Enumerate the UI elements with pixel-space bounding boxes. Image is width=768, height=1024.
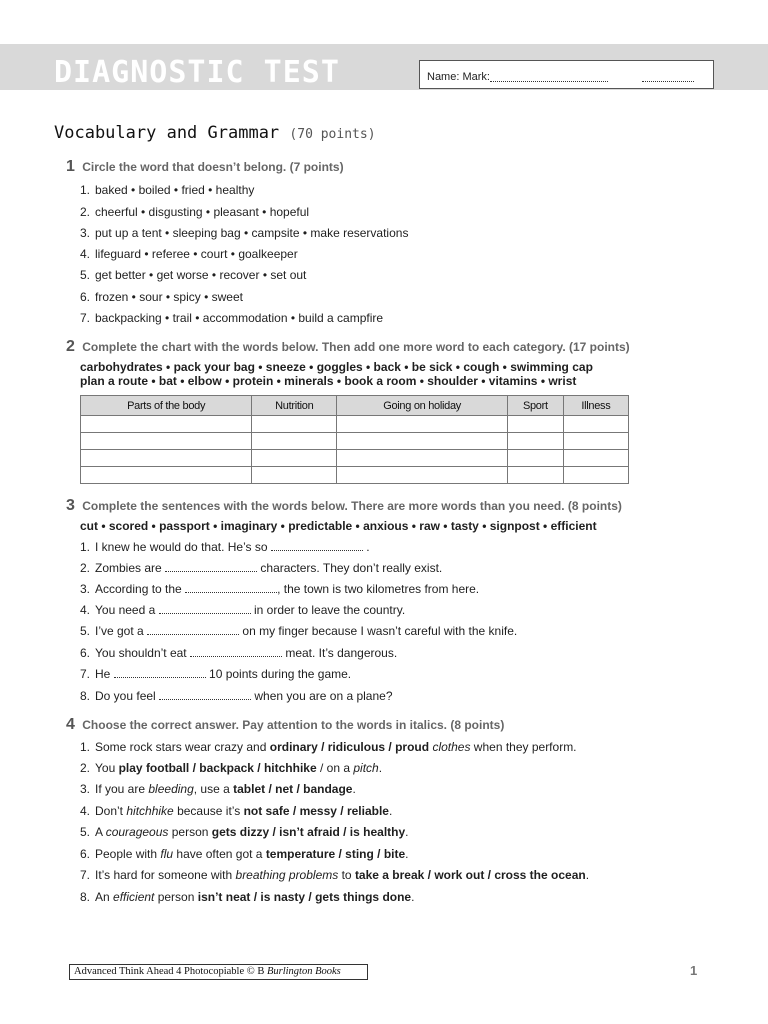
table-cell[interactable]	[337, 433, 508, 450]
table-cell[interactable]	[507, 433, 563, 450]
table-cell[interactable]	[81, 416, 252, 433]
list-item: 1. I knew he would do that. He’s so .	[80, 540, 370, 554]
answer-options[interactable]: tablet / net / bandage	[233, 782, 353, 796]
table-cell[interactable]	[337, 450, 508, 467]
table-row	[81, 433, 629, 450]
question-number: 4	[66, 716, 75, 733]
name-field[interactable]	[490, 81, 608, 82]
question-3-heading	[66, 497, 622, 515]
table-cell[interactable]	[81, 433, 252, 450]
list-item[interactable]: 1. baked • boiled • fried • healthy	[80, 183, 255, 197]
list-item[interactable]: 5. get better • get worse • recover • set out	[80, 268, 307, 282]
question-instruction: Complete the sentences with the words below. There are more words than you need. (8 points)	[82, 499, 622, 513]
table-cell[interactable]	[252, 467, 337, 484]
table-cell[interactable]	[507, 467, 563, 484]
list-item: 6. You shouldn’t eat meat. It’s dangerous.	[80, 646, 398, 660]
word-bank-line-2: plan a route • bat • elbow • protein • minerals • book a room • shoulder • vitamins • wrist	[80, 374, 577, 388]
answer-options[interactable]: play football / backpack / hitchhike	[118, 761, 317, 775]
answer-options[interactable]: gets dizzy / isn’t afraid / is healthy	[211, 825, 406, 839]
table-cell[interactable]	[563, 450, 628, 467]
table-cell[interactable]	[563, 433, 628, 450]
question-instruction: Complete the chart with the words below. Then add one more word to each category. (17 points)	[82, 340, 630, 354]
answer-blank[interactable]	[114, 668, 206, 678]
question-number: 1	[66, 158, 75, 175]
question-2-heading	[66, 338, 630, 356]
answer-options[interactable]: temperature / sting / bite	[265, 847, 406, 861]
list-item: 8. Do you feel when you are on a plane?	[80, 689, 393, 703]
category-chart	[80, 395, 629, 484]
list-item[interactable]: 7. backpacking • trail • accommodation • build a campfire	[80, 311, 384, 325]
list-item: 7. He 10 points during the game.	[80, 667, 352, 681]
question-number: 3	[66, 497, 75, 514]
list-item[interactable]: 7. It’s hard for someone with breathing problems to take a break / work out / cross the ocean.	[80, 868, 590, 882]
list-item: 4. You need a in order to leave the country.	[80, 603, 406, 617]
publisher-brand: Burlington Books	[266, 966, 341, 977]
list-item[interactable]: 5. A courageous person gets dizzy / isn’t afraid / is healthy.	[80, 825, 409, 839]
list-item[interactable]: 4. lifeguard • referee • court • goalkeeper	[80, 247, 298, 261]
answer-blank[interactable]	[165, 562, 257, 572]
document-title: DIAGNOSTIC TEST	[54, 55, 340, 90]
copyright-footer	[69, 964, 368, 980]
word-bank-line-1: carbohydrates • pack your bag • sneeze • goggles • back • be sick • cough • swimming cap	[80, 360, 593, 374]
name-mark-box[interactable]	[419, 60, 714, 89]
table-row	[81, 467, 629, 484]
table-cell[interactable]	[81, 450, 252, 467]
answer-options[interactable]: take a break / work out / cross the ocean	[354, 868, 586, 882]
section-points: (70 points)	[289, 127, 376, 142]
table-row	[81, 450, 629, 467]
list-item[interactable]: 3. put up a tent • sleeping bag • campsite • make reservations	[80, 226, 409, 240]
section-title: Vocabulary and Grammar (70 points)	[54, 123, 376, 143]
column-header: Sport	[507, 396, 563, 416]
answer-options[interactable]: isn’t neat / is nasty / gets things done	[197, 890, 412, 904]
answer-blank[interactable]	[159, 604, 251, 614]
column-header: Parts of the body	[81, 396, 252, 416]
table-cell[interactable]	[81, 467, 252, 484]
mark-label: Mark:	[462, 71, 490, 83]
list-item: 5. I’ve got a on my finger because I wasn’t careful with the knife.	[80, 624, 518, 638]
answer-options[interactable]: ordinary / ridiculous / proud	[269, 740, 430, 754]
table-cell[interactable]	[337, 416, 508, 433]
answer-blank[interactable]	[159, 690, 251, 700]
list-item: 3. According to the , the town is two kilometres from here.	[80, 582, 480, 596]
word-bank: cut • scored • passport • imaginary • predictable • anxious • raw • tasty • signpost • efficient	[80, 519, 597, 533]
table-cell[interactable]	[507, 416, 563, 433]
table-cell[interactable]	[252, 433, 337, 450]
table-cell[interactable]	[563, 467, 628, 484]
question-1-heading	[66, 158, 344, 176]
list-item[interactable]: 1. Some rock stars wear crazy and ordinary / ridiculous / proud clothes when they perform.	[80, 740, 577, 754]
list-item[interactable]: 4. Don’t hitchhike because it’s not safe / messy / reliable.	[80, 804, 393, 818]
answer-blank[interactable]	[271, 541, 363, 551]
list-item[interactable]: 2. You play football / backpack / hitchhike / on a pitch.	[80, 761, 383, 775]
question-number: 2	[66, 338, 75, 355]
column-header: Nutrition	[252, 396, 337, 416]
question-instruction: Circle the word that doesn’t belong. (7 points)	[82, 160, 344, 174]
list-item[interactable]: 3. If you are bleeding, use a tablet / net / bandage.	[80, 782, 356, 796]
question-4-heading	[66, 716, 504, 734]
page-number: 1	[690, 963, 698, 978]
table-cell[interactable]	[563, 416, 628, 433]
answer-blank[interactable]	[190, 647, 282, 657]
table-cell[interactable]	[337, 467, 508, 484]
table-cell[interactable]	[507, 450, 563, 467]
column-header: Going on holiday	[337, 396, 508, 416]
table-row	[81, 416, 629, 433]
answer-blank[interactable]	[185, 583, 277, 593]
column-header: Illness	[563, 396, 628, 416]
question-instruction: Choose the correct answer. Pay attention to the words in italics. (8 points)	[82, 718, 505, 732]
list-item[interactable]: 8. An efficient person isn’t neat / is nasty / gets things done.	[80, 890, 415, 904]
table-cell[interactable]	[252, 450, 337, 467]
copyright-text: Advanced Think Ahead 4 Photocopiable © B	[74, 966, 265, 977]
list-item[interactable]: 2. cheerful • disgusting • pleasant • hopeful	[80, 205, 310, 219]
mark-field[interactable]	[642, 81, 694, 82]
name-label: Name:	[427, 71, 460, 83]
list-item[interactable]: 6. frozen • sour • spicy • sweet	[80, 290, 243, 304]
answer-options[interactable]: not safe / messy / reliable	[243, 804, 389, 818]
answer-blank[interactable]	[147, 625, 239, 635]
table-cell[interactable]	[252, 416, 337, 433]
list-item[interactable]: 6. People with flu have often got a temperature / sting / bite.	[80, 847, 409, 861]
list-item: 2. Zombies are characters. They don’t really exist.	[80, 561, 443, 575]
